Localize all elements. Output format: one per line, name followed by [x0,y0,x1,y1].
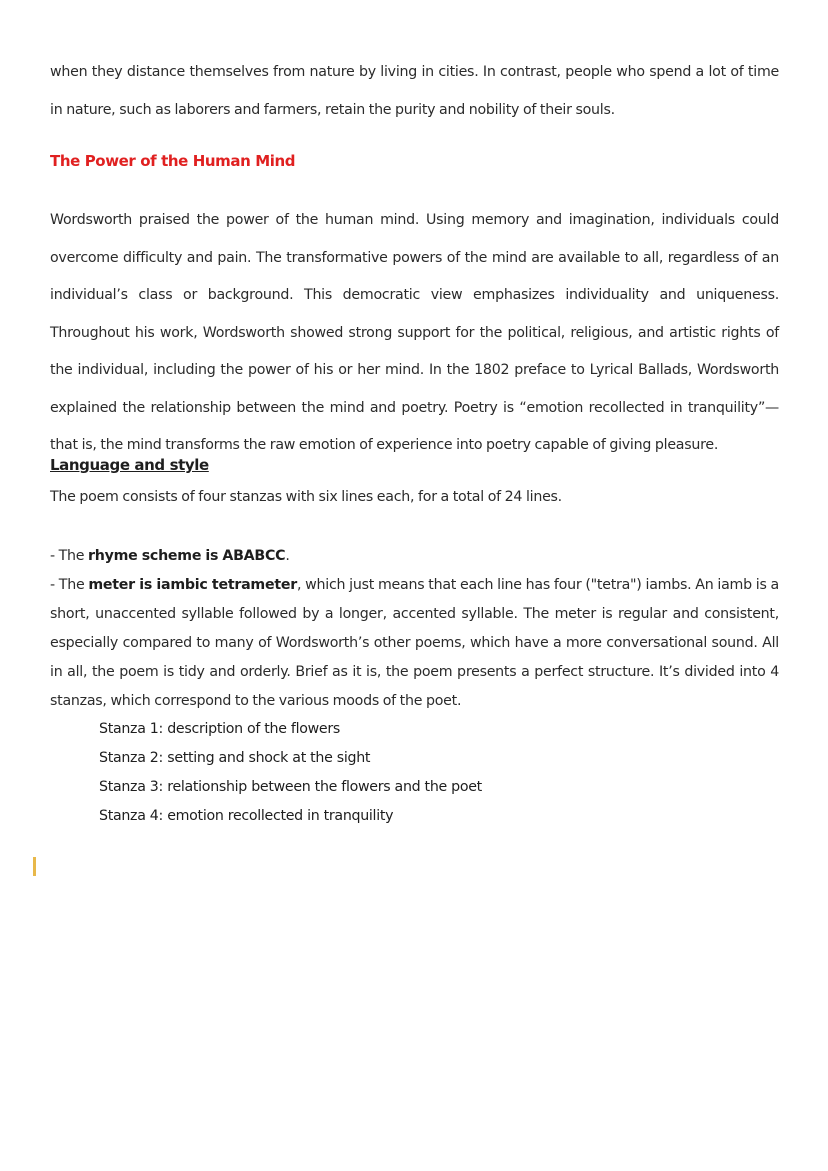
language-intro-paragraph: The poem consists of four stanzas with six lines each, for a total of 24 lines. [50,489,562,505]
rhyme-bold-text: rhyme scheme is ABABCC [88,548,286,564]
section-heading-language-style: Language and style [50,456,209,474]
rhyme-prefix: - The [50,548,89,564]
rhyme-scheme-line [50,542,779,571]
stanza-item: Stanza 3: relationship between the flowers and the poet [99,779,482,795]
meter-prefix: - The [50,577,89,593]
meter-bold-text: meter is iambic tetrameter [88,577,297,593]
stanza-item: Stanza 4: emotion recollected in tranquility [99,808,394,824]
text-cursor[interactable] [33,857,36,876]
stanza-list [99,715,482,831]
stanza-item: Stanza 2: setting and shock at the sight [99,750,371,766]
human-mind-paragraph: Wordsworth praised the power of the human mind. Using memory and imagination, individuals could overcome difficulty and pain. The transformative powers of the mind are available to all, regardless of an individual’s class or background. This democratic view emphasizes individuality and uniqueness. Throughout his work, Wordsworth showed strong support for the political, religious, and artistic rights of the individual, including the power of his or her mind. In the 1802 preface to Lyrical Ballads, Wordsworth explained the relationship between the mind and poetry. Poetry is “emotion recollected in tranquility”—that is, the mind transforms the raw emotion of experience into poetry capable of giving pleasure. [50,212,779,453]
intro-paragraph: when they distance themselves from nature by living in cities. In contrast, people who spend a lot of time in nature, such as laborers and farmers, retain the purity and nobility of their souls. [50,64,779,118]
meter-paragraph [50,571,779,716]
rhyme-suffix: . [285,548,290,564]
stanza-item: Stanza 1: description of the flowers [99,721,340,737]
section-heading-human-mind: The Power of the Human Mind [50,152,296,170]
meter-rest: , which just means that each line has four ("tetra") iambs. An iamb is a short, unaccented syllable followed by a longer, accented syllable. The meter is regular and consistent, especially compared to many of Wordsworth’s other poems, which have a more conversational sound. All in all, the poem is tidy and orderly. Brief as it is, the poem presents a perfect structure. It’s divided into 4 stanzas, which correspond to the various moods of the poet. [50,577,779,709]
